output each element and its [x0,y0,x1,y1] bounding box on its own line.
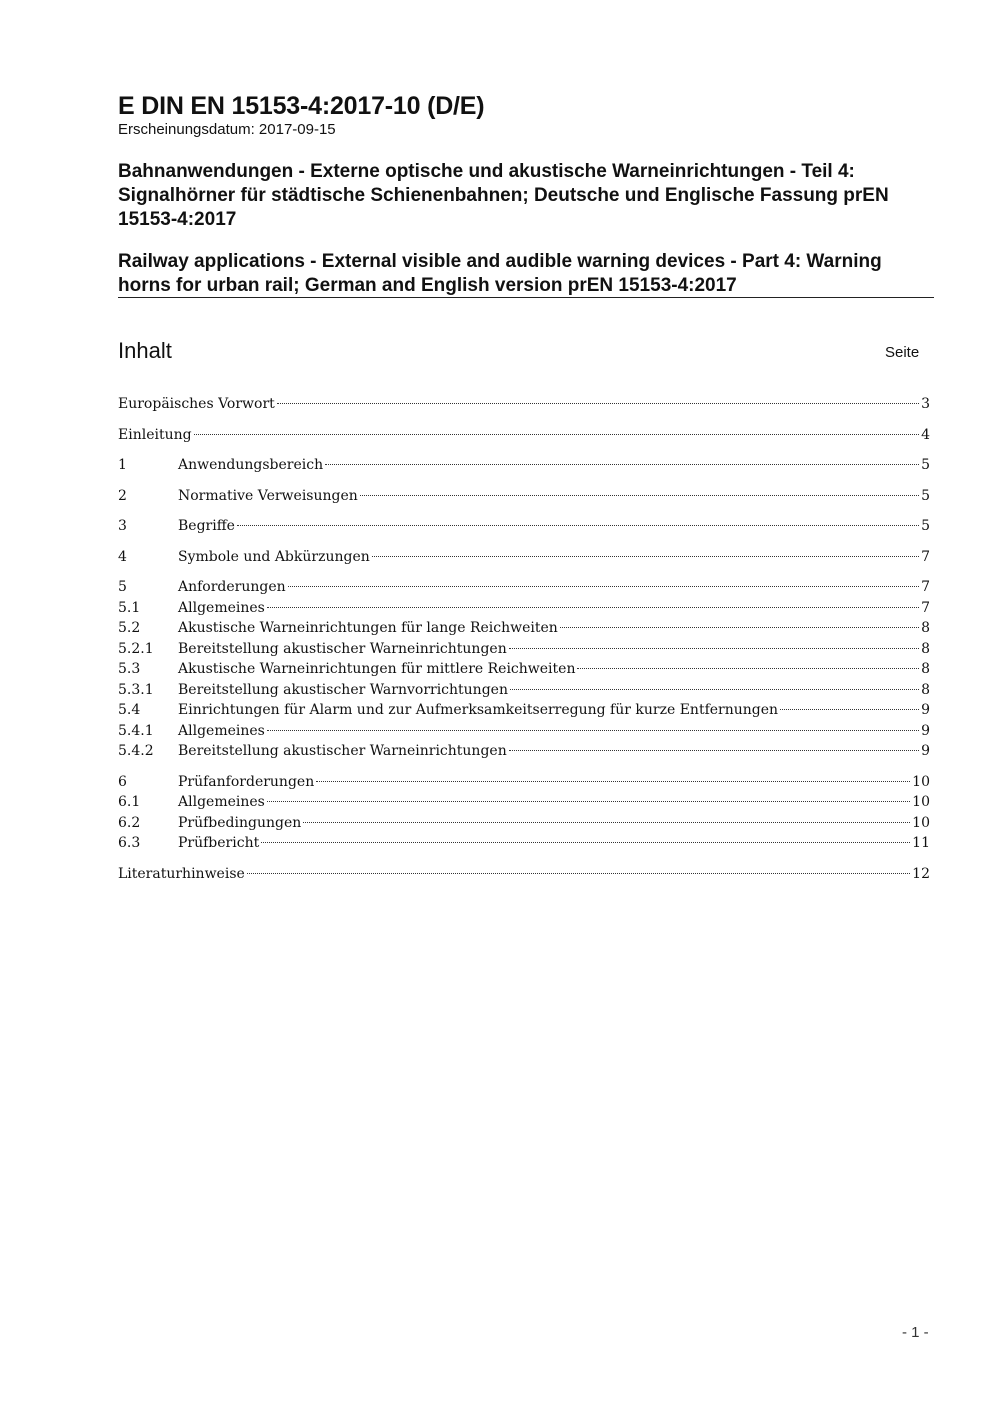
toc-leader-dots [316,781,910,782]
toc-entry-page: 7 [921,579,930,595]
toc-entry-page: 7 [921,599,930,616]
toc-entry-page: 10 [912,814,930,831]
toc-leader-dots [372,556,919,557]
toc-entry-number: 3 [118,518,127,534]
document-id: E DIN EN 15153-4:2017-10 (D/E) [118,92,485,120]
title-german: Bahnanwendungen - Externe optische und akustische Warneinrichtungen - Teil 4: Signalhörner für städtische Schienenbahnen; Deutsche und Englische Fassung prEN 15153-4:2017 [118,161,889,230]
toc-entry-number: 5.2.1 [118,640,154,657]
toc-leader-dots [194,434,920,435]
toc-entry-title: Europäisches Vorwort [118,396,275,412]
toc-entry-title: Einrichtungen für Alarm und zur Aufmerksamkeitserregung für kurze Entfernungen [178,702,779,718]
toc-entry-number: 5 [118,579,127,595]
toc-entry-page: 3 [921,396,930,412]
toc-leader-dots [237,525,919,526]
toc-entry-number: 6.1 [118,794,141,810]
toc-entry-title: Bereitstellung akustischer Warnvorrichtungen [178,681,508,698]
toc-entry-page: 8 [921,640,930,657]
toc-entry-title: Anwendungsbereich [178,457,324,473]
toc-entry[interactable] [118,659,930,680]
toc-entry[interactable] [118,618,930,639]
toc-entry-number: 6.2 [118,814,141,831]
toc-entry-number: 5.4.2 [118,743,154,759]
toc-entry[interactable] [118,455,930,476]
toc-leader-dots [288,586,919,587]
toc-leader-dots [267,730,919,731]
toc-heading: Inhalt [118,338,172,363]
toc-entry-number: 6.3 [118,835,141,851]
toc-leader-dots [303,822,910,823]
toc-entry[interactable] [118,700,930,721]
toc-entry[interactable] [118,425,930,446]
toc-entry-title: Anforderungen [178,579,286,595]
toc-entry-page: 9 [921,702,930,718]
toc-entry[interactable] [118,577,930,598]
toc-entry-page: 11 [912,835,930,851]
toc-entry-title: Symbole und Abkürzungen [178,548,370,565]
toc-entry-title: Begriffe [178,518,235,534]
toc-entry-page: 10 [912,773,930,790]
toc-entry[interactable] [118,833,930,854]
toc-leader-dots [510,689,919,690]
toc-entry-page: 8 [921,661,930,677]
toc-entry[interactable] [118,772,930,793]
table-of-contents [118,394,930,884]
toc-entry-number: 5.2 [118,620,141,636]
toc-leader-dots [577,668,919,669]
toc-entry-page: 5 [921,457,930,473]
toc-entry-number: 5.1 [118,599,141,616]
toc-leader-dots [261,842,910,843]
page-number: - 1 - [902,1324,929,1341]
toc-entry-page: 12 [912,865,930,882]
toc-entry-title: Normative Verweisungen [178,487,358,504]
toc-entry[interactable] [118,864,930,885]
toc-entry[interactable] [118,516,930,537]
toc-entry[interactable] [118,813,930,834]
toc-entry[interactable] [118,547,930,568]
toc-entry-number: 2 [118,487,127,504]
toc-entry[interactable] [118,639,930,660]
toc-entry-page: 4 [921,426,930,443]
toc-entry-title: Bereitstellung akustischer Warneinrichtungen [178,743,507,759]
toc-entry-title: Akustische Warneinrichtungen für lange Reichweiten [178,620,558,636]
toc-leader-dots [267,801,910,802]
toc-entry-number: 5.3.1 [118,681,154,698]
toc-leader-dots [360,495,919,496]
toc-entry-page: 10 [912,794,930,810]
toc-entry-title: Prüfbericht [178,835,260,851]
toc-entry-page: 5 [921,518,930,534]
header-divider [118,297,934,298]
toc-entry-title: Allgemeines [178,794,265,810]
toc-entry-title: Literaturhinweise [118,865,245,882]
toc-entry-number: 4 [118,548,127,565]
toc-leader-dots [509,750,919,751]
toc-entry-title: Akustische Warneinrichtungen für mittlere Reichweiten [178,661,576,677]
toc-page-column-label: Seite [885,344,920,361]
toc-entry-page: 7 [921,548,930,565]
toc-entry-title: Einleitung [118,426,192,443]
toc-entry-title: Prüfanforderungen [178,773,315,790]
toc-entry-title: Allgemeines [178,722,265,739]
toc-entry-page: 5 [921,487,930,504]
toc-entry-page: 8 [921,681,930,698]
toc-leader-dots [277,403,919,404]
toc-entry-number: 1 [118,457,127,473]
toc-entry-number: 6 [118,773,127,790]
toc-entry-number: 5.4.1 [118,722,154,739]
title-english: Railway applications - External visible and audible warning devices - Part 4: Warning horns for urban rail; German and English version prEN 15153-4:2017 [118,251,882,296]
toc-entry-page: 9 [921,743,930,759]
toc-entry-title: Bereitstellung akustischer Warneinrichtungen [178,640,507,657]
toc-entry[interactable] [118,394,930,415]
toc-entry[interactable] [118,721,930,742]
toc-leader-dots [267,607,919,608]
publication-date: Erscheinungsdatum: 2017-09-15 [118,121,336,138]
toc-leader-dots [780,709,919,710]
toc-leader-dots [247,873,910,874]
toc-entry[interactable] [118,486,930,507]
toc-entry-title: Allgemeines [178,599,265,616]
toc-entry-title: Prüfbedingungen [178,814,302,831]
toc-entry-number: 5.4 [118,702,141,718]
toc-entry-page: 8 [921,620,930,636]
toc-entry-number: 5.3 [118,661,141,677]
toc-leader-dots [560,627,919,628]
toc-entry-page: 9 [921,722,930,739]
toc-entry[interactable] [118,680,930,701]
toc-leader-dots [509,648,919,649]
toc-entry[interactable] [118,598,930,619]
toc-entry[interactable] [118,741,930,762]
toc-leader-dots [325,464,919,465]
toc-entry[interactable] [118,792,930,813]
